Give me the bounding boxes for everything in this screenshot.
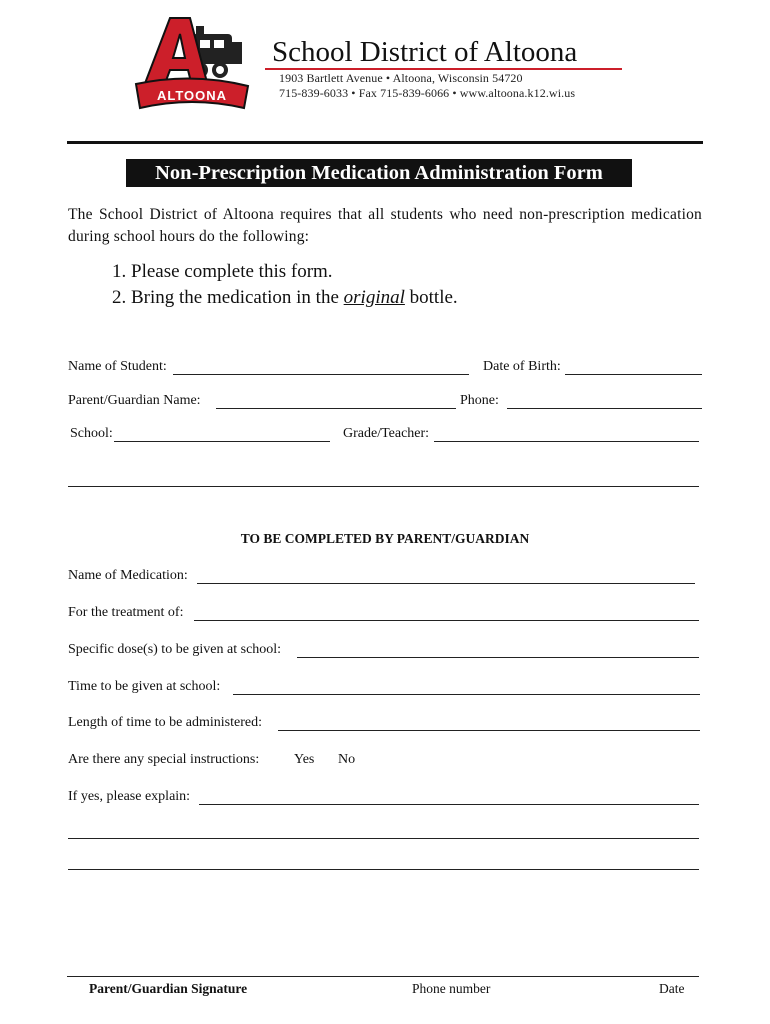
- instructions-no-option[interactable]: No: [338, 752, 356, 767]
- length-field[interactable]: [278, 730, 700, 731]
- phone-field[interactable]: [507, 408, 702, 409]
- parent-signature-label: Parent/Guardian Signature: [89, 981, 248, 996]
- dob-label: Date of Birth:: [483, 359, 561, 374]
- treatment-field[interactable]: [194, 620, 699, 621]
- instructions-list: [112, 259, 458, 311]
- school-field[interactable]: [114, 441, 330, 442]
- treatment-label: For the treatment of:: [68, 605, 184, 620]
- parent-name-field[interactable]: [216, 408, 456, 409]
- instruction-step-1: 1. Please complete this form.: [112, 261, 333, 282]
- grade-teacher-field[interactable]: [434, 441, 699, 442]
- step-2-emphasis: original: [343, 287, 405, 308]
- dob-field[interactable]: [565, 374, 702, 375]
- step-2-prefix: 2. Bring the medication in the: [112, 287, 344, 308]
- form-title: Non-Prescription Medication Administration Form: [126, 159, 632, 187]
- step-2-suffix: bottle.: [404, 287, 458, 308]
- length-label: Length of time to be administered:: [68, 715, 263, 730]
- extra-info-line[interactable]: [68, 486, 699, 487]
- instruction-step-2: [112, 285, 458, 311]
- explain-line-3[interactable]: [68, 869, 699, 870]
- district-address: 1903 Bartlett Avenue • Altoona, Wisconsin 54720: [279, 71, 523, 85]
- district-contact: 715-839-6033 • Fax 715-839-6066 • www.altoona.k12.wi.us: [279, 86, 576, 100]
- dose-field[interactable]: [297, 657, 699, 658]
- medication-name-label: Name of Medication:: [68, 568, 188, 583]
- explain-line-2[interactable]: [68, 838, 699, 839]
- signature-phone-label: Phone number: [412, 981, 491, 996]
- parent-section-heading: TO BE COMPLETED BY PARENT/GUARDIAN: [240, 531, 530, 546]
- instructions-yes-option[interactable]: Yes: [294, 752, 315, 767]
- grade-teacher-label: Grade/Teacher:: [343, 426, 430, 441]
- school-label: School:: [70, 426, 113, 441]
- district-logo: [134, 14, 250, 118]
- signature-date-label: Date: [659, 981, 685, 996]
- district-name: School District of Altoona: [272, 36, 578, 68]
- student-name-label: Name of Student:: [68, 359, 167, 374]
- student-name-field[interactable]: [173, 374, 469, 375]
- instructions-question-label: Are there any special instructions:: [68, 752, 260, 767]
- medication-name-field[interactable]: [197, 583, 695, 584]
- parent-name-label: Parent/Guardian Name:: [68, 393, 201, 408]
- time-field[interactable]: [233, 694, 700, 695]
- signature-line[interactable]: [67, 976, 699, 977]
- header-divider: [67, 141, 703, 144]
- time-label: Time to be given at school:: [68, 679, 221, 694]
- explain-label: If yes, please explain:: [68, 789, 191, 804]
- explain-field[interactable]: [199, 804, 699, 805]
- dose-label: Specific dose(s) to be given at school:: [68, 642, 282, 657]
- phone-label: Phone:: [460, 393, 499, 408]
- header-red-rule: [265, 68, 622, 70]
- logo-text: ALTOONA: [156, 88, 228, 103]
- intro-paragraph: The School District of Altoona requires that all students who need non-prescription medication during school hours do the following:: [68, 206, 702, 245]
